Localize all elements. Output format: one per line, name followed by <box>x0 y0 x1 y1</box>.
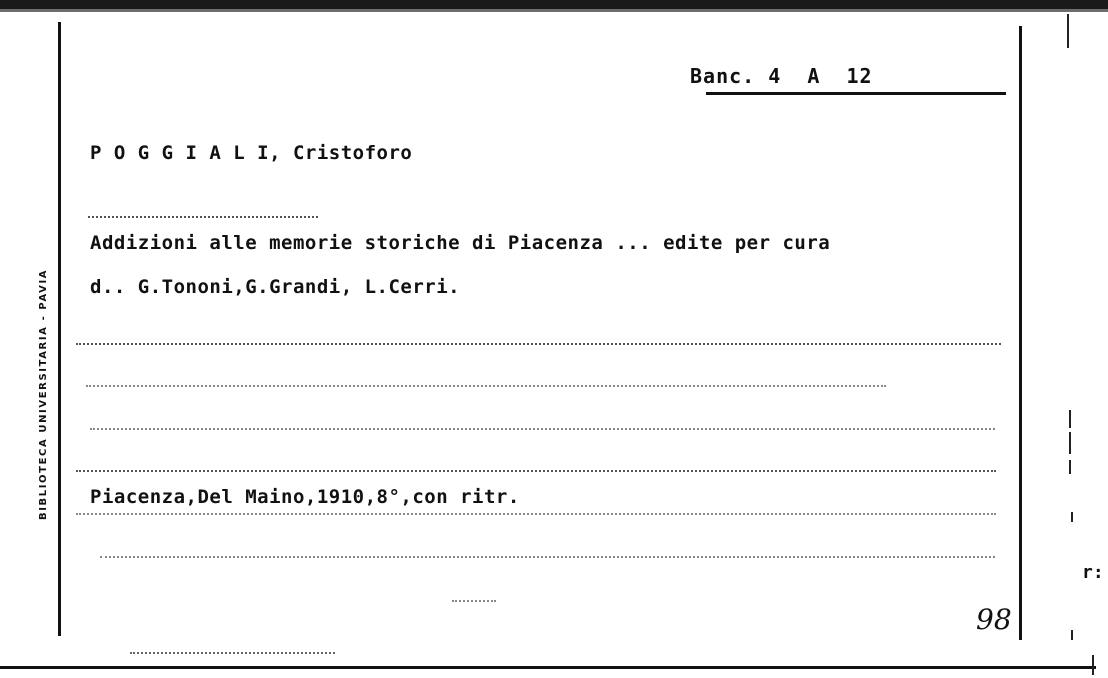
ruled-line <box>452 600 496 602</box>
ruled-line <box>86 385 886 387</box>
shelfmark: Banc. 4 A 12 <box>690 64 873 88</box>
left-margin-rule <box>58 22 61 636</box>
right-margin-rule <box>1019 26 1022 640</box>
ruled-line <box>130 652 335 654</box>
adjacent-card-fragment: r: <box>1082 562 1104 583</box>
ruled-line <box>76 513 996 515</box>
bottom-edge-rule <box>0 666 1096 669</box>
title-line-1: Addizioni alle memorie storiche di Piacenza ... edite per cura <box>90 232 831 254</box>
ruled-line <box>90 428 995 430</box>
author-heading: P O G G I A L I, Cristoforo <box>90 142 413 164</box>
ruled-line <box>76 343 1001 345</box>
ruled-line <box>88 216 318 218</box>
imprint-line: Piacenza,Del Maino,1910,8°,con ritr. <box>90 486 520 508</box>
ruled-line <box>100 556 995 558</box>
card-top-edge <box>0 0 1108 9</box>
title-line-2: d.. G.Tononi,G.Grandi, L.Cerri. <box>90 276 461 298</box>
shelfmark-underline <box>706 92 1006 95</box>
handwritten-number: 98 <box>976 603 1012 636</box>
card-top-edge-shadow <box>0 9 1108 12</box>
ruled-line <box>76 470 996 472</box>
library-stamp: BIBLIOTECA UNIVERSITARIA - PAVIA <box>38 268 49 520</box>
